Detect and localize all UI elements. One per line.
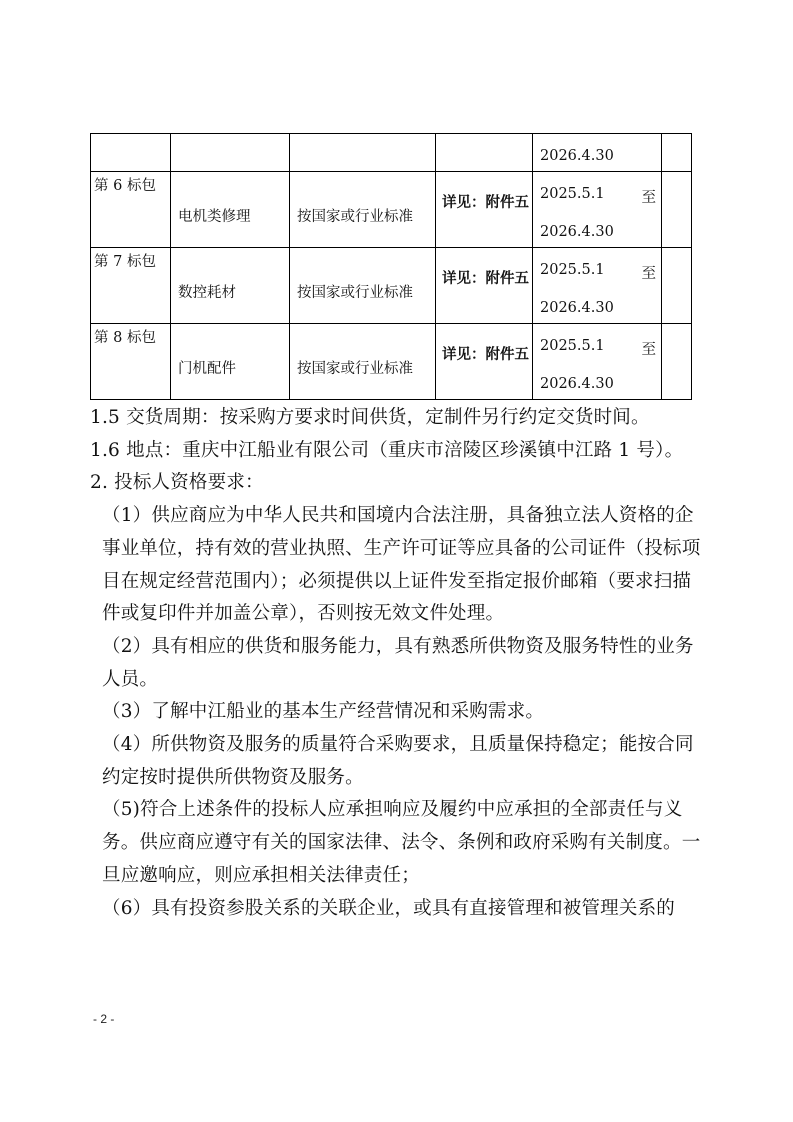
delivery-period-paragraph: 1.5 交货周期：按采购方要求时间供货，定制件另行约定交货时间。 [90,407,650,428]
standard: 按国家或行业标准 [297,361,413,377]
requirement-2: （2）具有相应的供货和服务能力，具有熟悉所供物资及服务特性的业务人员。 [102,635,694,690]
section-heading: 2. 投标人资格要求： [90,472,264,494]
bid-package-table [90,133,692,400]
body-text [90,402,704,925]
table-row [91,248,692,324]
date-to: 至 [641,342,656,358]
package-label: 第 8 标包 [94,330,156,346]
date-start: 2025.5.1 [540,338,605,354]
date-to: 至 [641,190,656,206]
requirement-6: （6）具有投资参股关系的关联企业，或具有直接管理和被管理关系的 [102,897,675,919]
location-paragraph: 1.6 地点：重庆中江船业有限公司（重庆市涪陵区珍溪镇中江路 1 号）。 [90,439,684,461]
date-end: 2026.4.30 [540,300,614,316]
date-start: 2025.5.1 [540,262,605,278]
item-name: 门机配件 [178,361,236,377]
table-row [91,172,692,248]
requirement-3: （3）了解中江船业的基本生产经营情况和采购需求。 [102,701,545,723]
package-label: 第 6 标包 [94,178,156,194]
requirement-4: （4）所供物资及服务的质量符合采购要求，且质量保持稳定；能按合同约定按时提供所供物资及服务。 [102,734,694,788]
date-to: 至 [641,266,656,282]
standard: 按国家或行业标准 [297,209,413,225]
package-label: 第 7 标包 [94,254,156,270]
item-name: 数控耗材 [178,285,236,301]
page-number: - 2 - [93,1012,115,1026]
attachment-ref: 详见：附件五 [442,270,529,287]
date-start: 2025.5.1 [540,186,605,202]
date-end: 2026.4.30 [540,148,614,164]
date-end: 2026.4.30 [540,224,614,240]
attachment-ref: 详见：附件五 [442,346,529,363]
attachment-ref: 详见：附件五 [442,194,529,211]
date-end: 2026.4.30 [540,376,614,392]
item-name: 电机类修理 [178,209,251,225]
table-row [91,324,692,400]
table-row [91,134,692,172]
standard: 按国家或行业标准 [297,285,413,301]
requirement-5: （5)符合上述条件的投标人应承担响应及履约中应承担的全部责任与义务。供应商应遵守有关的国家法律、法令、条例和政府采购有关制度。一旦应邀响应，则应承担相关法律责任； [102,799,701,886]
requirement-1: （1）供应商应为中华人民共和国境内合法注册，具备独立法人资格的企事业单位，持有效的营业执照、生产许可证等应具备的公司证件（投标项目在规定经营范围内）；必须提供以上证件发至指定报价邮箱（要求扫描件或复印件并加盖公章），否则按无效文件处理。 [102,505,701,625]
